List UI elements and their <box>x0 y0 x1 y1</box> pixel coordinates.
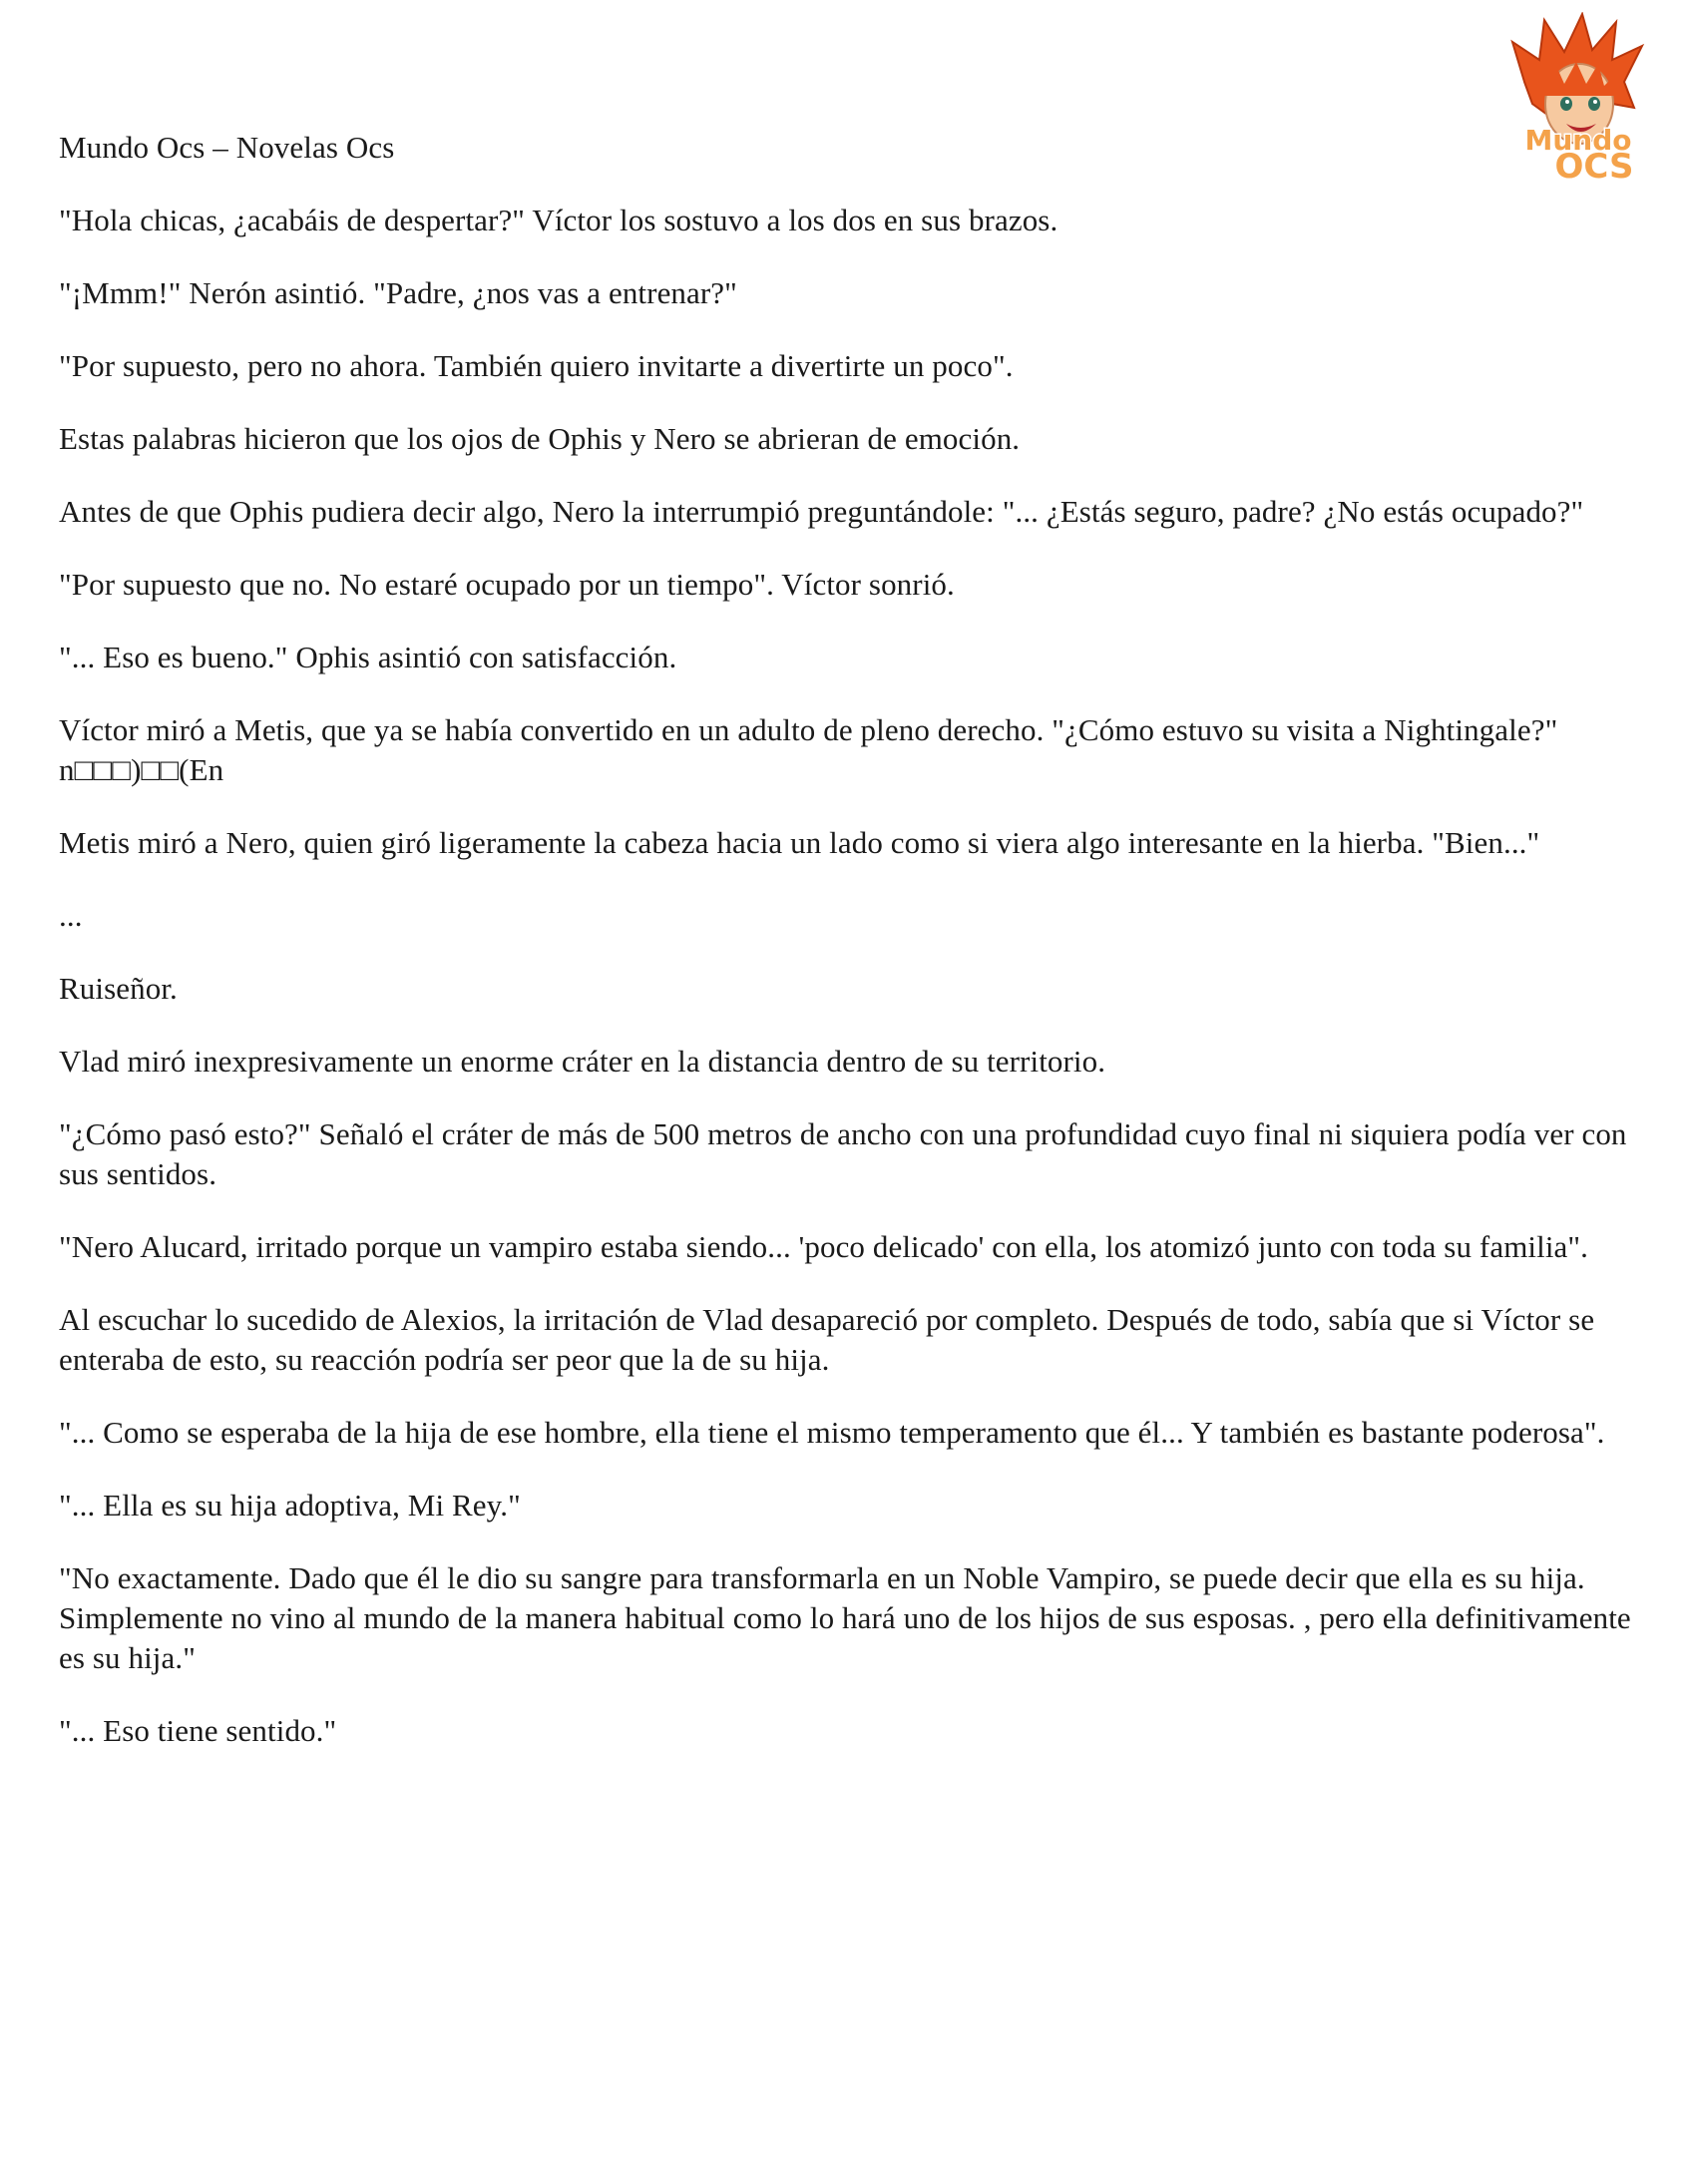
paragraph: ... <box>59 898 83 933</box>
paragraph: "Hola chicas, ¿acabáis de despertar?" Víctor los sostuvo a los dos en sus brazos. <box>59 203 1058 237</box>
paragraph: Víctor miró a Metis, que ya se había convertido en un adulto de pleno derecho. "¿Cómo estuvo su visita a Nightingale?" n□□□)□□(En <box>59 712 1558 787</box>
paragraph: Metis miró a Nero, quien giró ligeramente la cabeza hacia un lado como si viera algo interesante en la hierba. "Bien..." <box>59 825 1540 860</box>
logo-text-line2: OCS <box>1554 147 1634 182</box>
paragraph: Ruiseñor. <box>59 971 178 1006</box>
paragraph: Al escuchar lo sucedido de Alexios, la irritación de Vlad desapareció por completo. Después de todo, sabía que si Víctor se enteraba de esto, su reacción podría ser peor que la de su hija. <box>59 1302 1595 1377</box>
paragraph: Antes de que Ophis pudiera decir algo, Nero la interrumpió preguntándole: "... ¿Estás seguro, padre? ¿No estás ocupado?" <box>59 494 1584 529</box>
logo-text-line1: Mundo <box>1524 124 1632 157</box>
paragraph: "... Como se esperaba de la hija de ese hombre, ella tiene el mismo temperamento que él... Y también es bastante poderosa". <box>59 1415 1605 1450</box>
paragraph: "¿Cómo pasó esto?" Señaló el cráter de más de 500 metros de ancho con una profundidad cuyo final ni siquiera podía ver con sus sentidos. <box>59 1116 1627 1191</box>
paragraph: "¡Mmm!" Nerón asintió. "Padre, ¿nos vas a entrenar?" <box>59 275 737 310</box>
paragraph: "... Eso tiene sentido." <box>59 1713 337 1748</box>
paragraph: "Por supuesto, pero no ahora. También quiero invitarte a divertirte un poco". <box>59 348 1014 383</box>
paragraph: Estas palabras hicieron que los ojos de Ophis y Nero se abrieran de emoción. <box>59 421 1021 456</box>
paragraph: "Por supuesto que no. No estaré ocupado por un tiempo". Víctor sonrió. <box>59 567 955 602</box>
paragraph: Vlad miró inexpresivamente un enorme cráter en la distancia dentro de su territorio. <box>59 1044 1106 1079</box>
paragraph: "Nero Alucard, irritado porque un vampiro estaba siendo... 'poco delicado' con ella, los atomizó junto con toda su familia". <box>59 1229 1589 1264</box>
document-header: Mundo Ocs – Novelas Ocs <box>59 130 395 165</box>
document-body <box>59 128 1645 1784</box>
paragraph: "... Eso es bueno." Ophis asintió con satisfacción. <box>59 640 677 674</box>
paragraph: "... Ella es su hija adoptiva, Mi Rey." <box>59 1488 521 1523</box>
paragraph: "No exactamente. Dado que él le dio su sangre para transformarla en un Noble Vampiro, se puede decir que ella es su hija. Simplemente no vino al mundo de la manera habitual como lo hará uno de los hijos de sus esposas. , pero ella definitivamente es su hija." <box>59 1560 1631 1675</box>
